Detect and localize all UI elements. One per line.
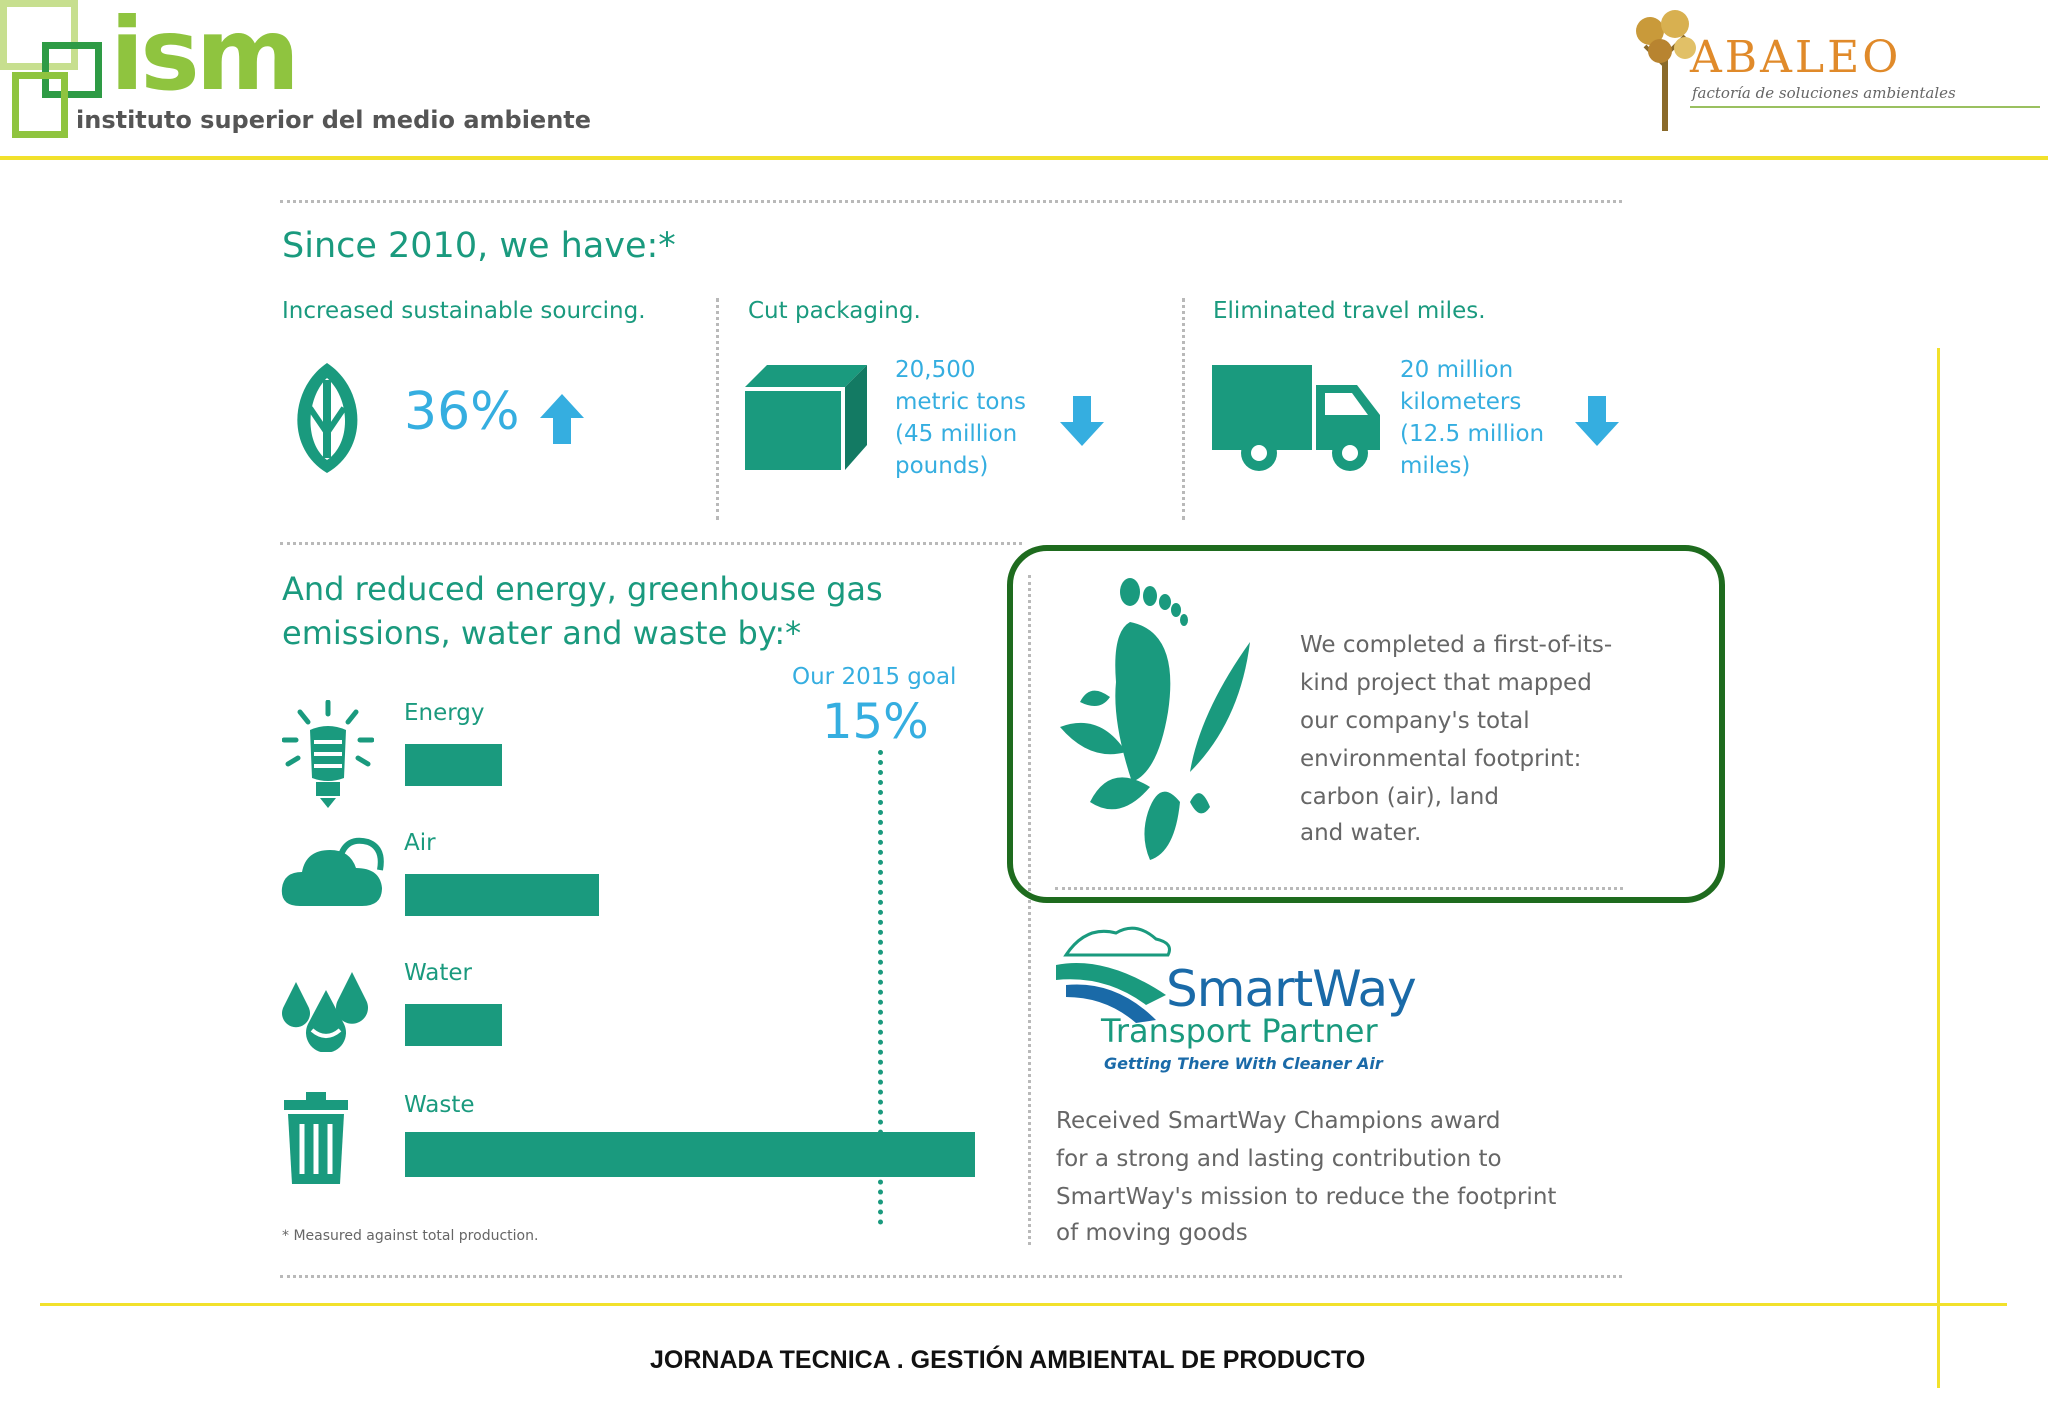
lightbulb-icon xyxy=(282,700,374,810)
goal-label: Our 2015 goal xyxy=(792,664,957,690)
box-icon xyxy=(745,365,867,470)
smartway-line-2: for a strong and lasting contribution to xyxy=(1056,1146,1502,1172)
mid-dotted-rule xyxy=(280,542,1022,545)
abaleo-logo xyxy=(1630,6,2048,136)
smartway-logo xyxy=(1056,920,1456,1080)
footprint-line-2: kind project that mapped xyxy=(1300,670,1592,696)
header-rule xyxy=(0,156,2048,160)
energy-label: Energy xyxy=(404,700,485,726)
footprint-line-4: environmental footprint: xyxy=(1300,746,1582,772)
footprint-line-1: We completed a first-of-its- xyxy=(1300,632,1613,658)
cloud-icon xyxy=(280,836,384,908)
reduced-title-line-2: emissions, water and waste by:* xyxy=(282,614,802,652)
air-bar xyxy=(405,874,599,916)
col-divider-1 xyxy=(716,298,719,520)
since-title: Since 2010, we have:* xyxy=(282,226,676,266)
smartway-logo-name: SmartWay xyxy=(1166,960,1416,1018)
right-frame-line xyxy=(1937,348,1940,1388)
packaging-line-4: pounds) xyxy=(895,453,989,479)
travel-heading: Eliminated travel miles. xyxy=(1213,298,1486,324)
sourcing-value: 36% xyxy=(404,382,520,442)
air-label: Air xyxy=(404,830,436,856)
abaleo-logo-text: ABALEO xyxy=(1690,32,1902,83)
water-label: Water xyxy=(404,960,472,986)
sourcing-heading: Increased sustainable sourcing. xyxy=(282,298,646,324)
trash-can-icon xyxy=(284,1092,348,1184)
travel-line-4: miles) xyxy=(1400,453,1471,479)
smartway-line-1: Received SmartWay Champions award xyxy=(1056,1108,1501,1134)
truck-icon xyxy=(1212,365,1380,475)
arrow-down-icon xyxy=(1575,396,1619,446)
footprint-line-6: and water. xyxy=(1300,820,1422,846)
abaleo-underline xyxy=(1690,106,2040,108)
packaging-line-2: metric tons xyxy=(895,389,1027,415)
leaf-icon xyxy=(280,358,375,478)
waste-bar xyxy=(405,1132,975,1177)
ism-logo-letters: ism xyxy=(110,0,296,113)
footprint-line-5: carbon (air), land xyxy=(1300,784,1499,810)
travel-line-3: (12.5 million xyxy=(1400,421,1545,447)
footnote: * Measured against total production. xyxy=(282,1228,539,1244)
top-dotted-rule xyxy=(280,200,1622,203)
smartway-logo-tagline: Getting There With Cleaner Air xyxy=(1104,1054,1383,1073)
travel-line-1: 20 million xyxy=(1400,357,1514,383)
footprint-dotted-rule xyxy=(1055,887,1623,890)
arrow-up-icon xyxy=(540,394,584,444)
ism-subtitle: instituto superior del medio ambiente xyxy=(76,106,592,134)
bottom-dotted-rule xyxy=(280,1275,1622,1278)
smartway-road-icon xyxy=(1056,925,1176,1025)
footprint-line-3: our company's total xyxy=(1300,708,1530,734)
col-divider-2 xyxy=(1182,298,1185,520)
water-drops-icon xyxy=(280,962,376,1052)
footprint-icon xyxy=(1050,572,1270,862)
travel-line-2: kilometers xyxy=(1400,389,1522,415)
abaleo-subtitle: factoría de soluciones ambientales xyxy=(1692,84,1956,102)
footer-title: JORNADA TECNICA . GESTIÓN AMBIENTAL DE PRODUCTO xyxy=(650,1346,1366,1374)
goal-value: 15% xyxy=(822,694,929,750)
water-bar xyxy=(405,1004,502,1046)
smartway-logo-sub: Transport Partner xyxy=(1101,1012,1378,1050)
waste-label: Waste xyxy=(404,1092,475,1118)
arrow-down-icon xyxy=(1060,396,1104,446)
packaging-line-1: 20,500 xyxy=(895,357,976,383)
packaging-heading: Cut packaging. xyxy=(748,298,921,324)
packaging-line-3: (45 million xyxy=(895,421,1018,447)
footer-rule xyxy=(40,1303,2007,1306)
smartway-line-4: of moving goods xyxy=(1056,1220,1248,1246)
reduced-title-line-1: And reduced energy, greenhouse gas xyxy=(282,570,883,608)
energy-bar xyxy=(405,744,502,786)
ism-logo xyxy=(0,0,592,150)
smartway-line-3: SmartWay's mission to reduce the footprint xyxy=(1056,1184,1557,1210)
